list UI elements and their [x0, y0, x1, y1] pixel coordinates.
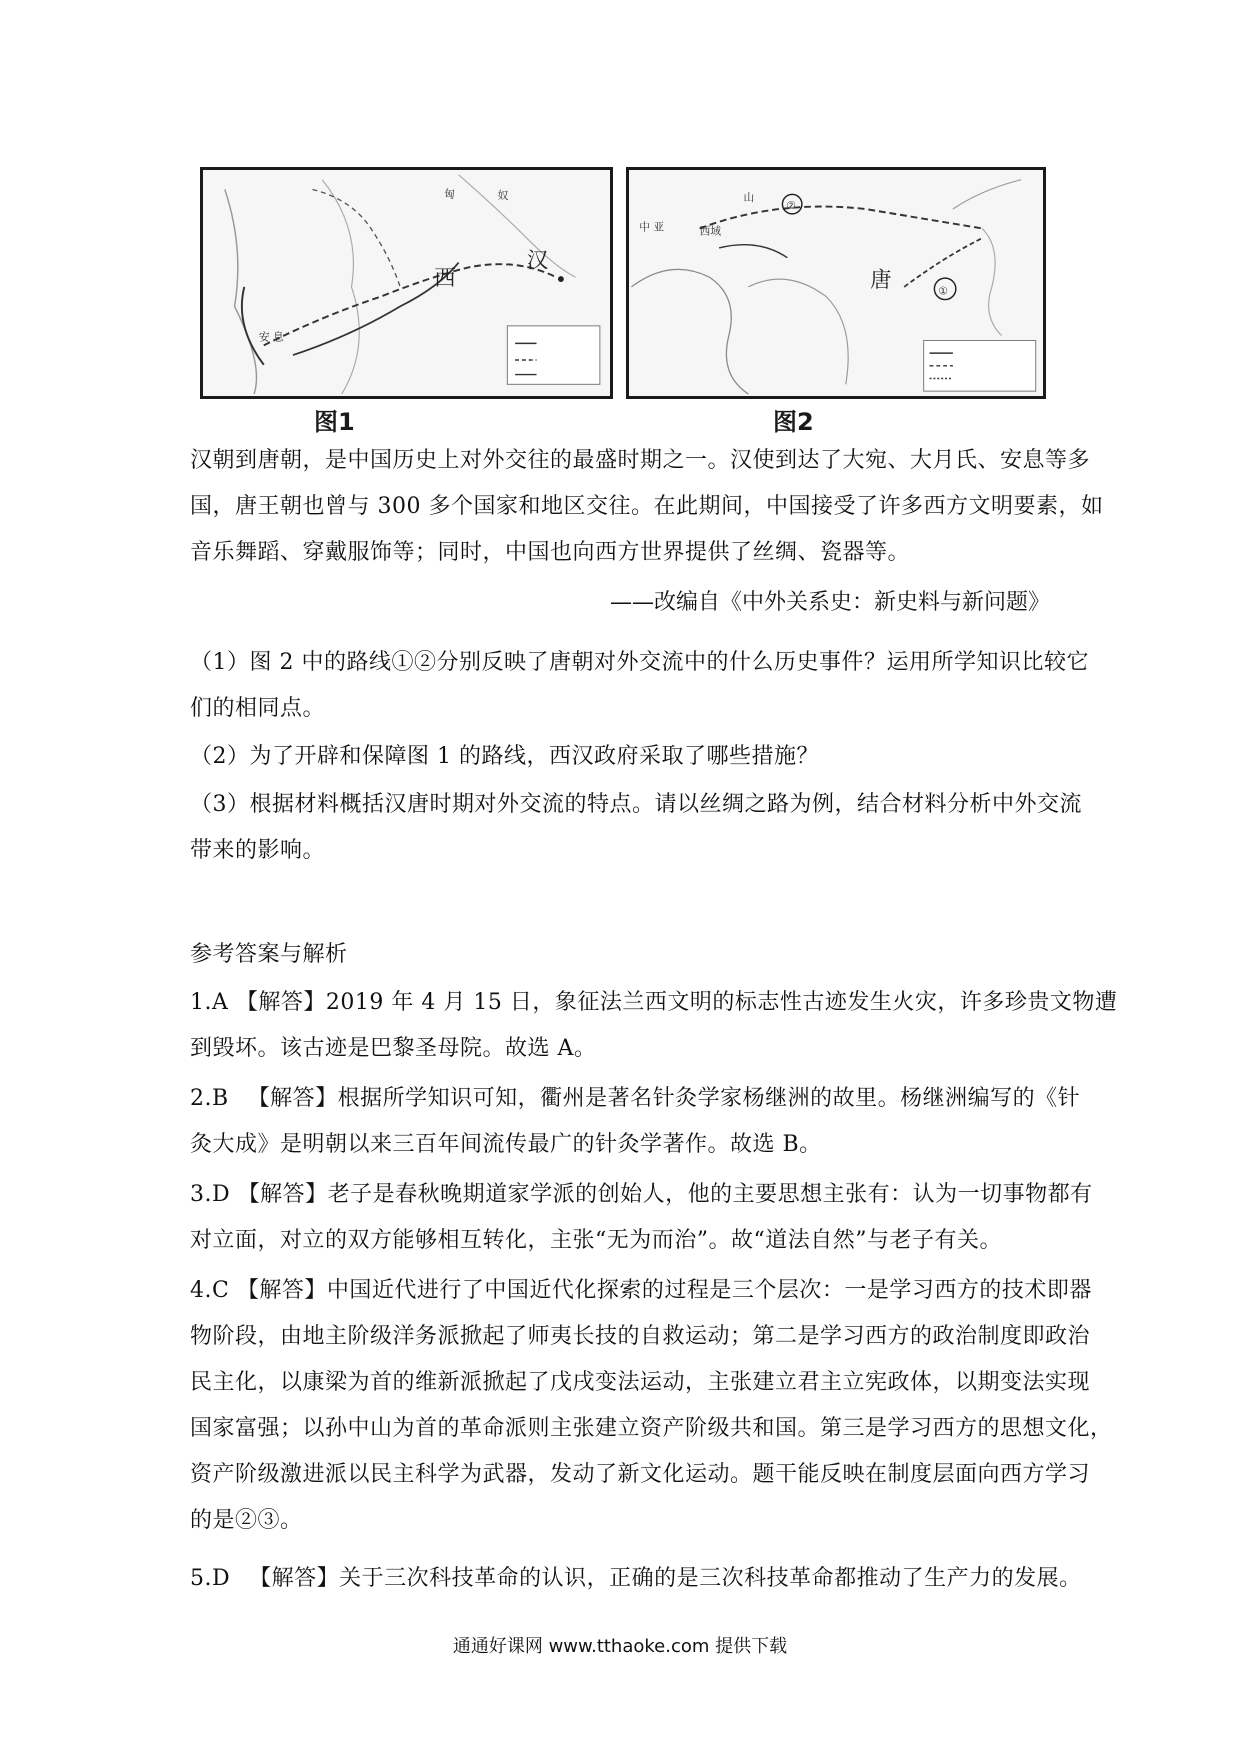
answer-3: [190, 1172, 1093, 1264]
question-line: 们的相同点。: [190, 696, 326, 721]
material-paragraph: [190, 438, 1104, 576]
map-label-route-2: ②: [786, 198, 796, 212]
answer-line: 灸大成》是明朝以来三百年间流传最广的针灸学著作。故选 B。: [190, 1132, 822, 1157]
material-source: ——改编自《中外关系史：新史料与新问题》: [609, 590, 1050, 615]
answer-5: [190, 1556, 1082, 1602]
answer-line: 国家富强；以孙中山为首的革命派则主张建立资产阶级共和国。第三是学习西方的思想文化，: [190, 1416, 1113, 1441]
figure-1-map: [200, 167, 613, 399]
page-footer: 通通好课网 www.tthaoke.com 提供下载: [452, 1636, 788, 1657]
answer-line: 5.D 【解答】关于三次科技革命的认识，正确的是三次科技革命都推动了生产力的发展。: [190, 1566, 1082, 1591]
answer-2: [190, 1076, 1081, 1168]
answers-heading: [190, 932, 1052, 978]
map-label-xiyu: 西域: [699, 224, 722, 238]
map-label-xi: 西: [434, 265, 456, 291]
figure-2-map-drawing: [629, 170, 1043, 396]
figure-2-map: [626, 167, 1046, 399]
figure-1-map-drawing: [203, 170, 610, 396]
map-label-route-1: ①: [938, 284, 948, 298]
answer-line: 资产阶级激进派以民主科学为武器，发动了新文化运动。题干能反映在制度层面向西方学习: [190, 1462, 1091, 1487]
question-line: （2）为了开辟和保障图 1 的路线，西汉政府采取了哪些措施？: [190, 744, 819, 769]
figure-1-caption: 图1: [314, 408, 355, 436]
answer-line: 到毁坏。该古迹是巴黎圣母院。故选 A。: [190, 1036, 597, 1061]
question-line: （3）根据材料概括汉唐时期对外交流的特点。请以丝绸之路为例，结合材料分析中外交流: [190, 792, 1083, 817]
map-label-anxi: 安 息: [258, 330, 284, 344]
answer-line: 民主化，以康梁为首的维新派掀起了戊戌变法运动，主张建立君主立宪政体，以期变法实现: [190, 1370, 1091, 1395]
question-3: [190, 782, 1083, 874]
question-line: （1）图 2 中的路线①②分别反映了唐朝对外交流中的什么历史事件？运用所学知识比较它: [190, 650, 1089, 675]
map-label-han: 汉: [526, 248, 549, 274]
map-label-zhongya: 中 亚: [639, 220, 665, 234]
answer-line: 对立面，对立的双方能够相互转化，主张“无为而治”。故“道法自然”与老子有关。: [190, 1228, 1002, 1253]
answer-line: 物阶段，由地主阶级洋务派掀起了师夷长技的自救运动；第二是学习西方的政治制度即政治: [190, 1324, 1091, 1349]
svg-text:奴: 奴: [497, 189, 509, 203]
question-line: 带来的影响。: [190, 838, 326, 863]
svg-text:匈: 匈: [444, 187, 455, 201]
answer-1: [190, 980, 1118, 1072]
material-line: 汉朝到唐朝，是中国历史上对外交往的最盛时期之一。汉使到达了大宛、大月氏、安息等多: [190, 448, 1091, 473]
figure-2-caption: 图2: [773, 408, 814, 436]
material-line: 音乐舞蹈、穿戴服饰等；同时，中国也向西方世界提供了丝绸、瓷器等。: [190, 540, 911, 565]
question-1: [190, 640, 1089, 732]
answer-line: 1.A 【解答】2019 年 4 月 15 日，象征法兰西文明的标志性古迹发生火灾，许多珍贵文物遭: [190, 990, 1118, 1015]
map-label-tang: 唐: [870, 267, 892, 293]
map-label-shan: 山: [743, 191, 755, 205]
answer-line: 3.D 【解答】老子是春秋晚期道家学派的创始人，他的主要思想主张有：认为一切事物都有: [190, 1182, 1093, 1207]
answer-line: 4.C 【解答】中国近代进行了中国近代化探索的过程是三个层次：一是学习西方的技术即器: [190, 1278, 1092, 1303]
answers-title: 参考答案与解析: [190, 942, 348, 967]
answer-4: [190, 1268, 1113, 1544]
material-line: 国，唐王朝也曾与 300 多个国家和地区交往。在此期间，中国接受了许多西方文明要素，如: [190, 494, 1104, 519]
answer-line: 2.B 【解答】根据所学知识可知，衢州是著名针灸学家杨继洲的故里。杨继洲编写的《针: [190, 1086, 1081, 1111]
answer-line: 的是②③。: [190, 1508, 303, 1533]
question-2: [190, 734, 1052, 780]
